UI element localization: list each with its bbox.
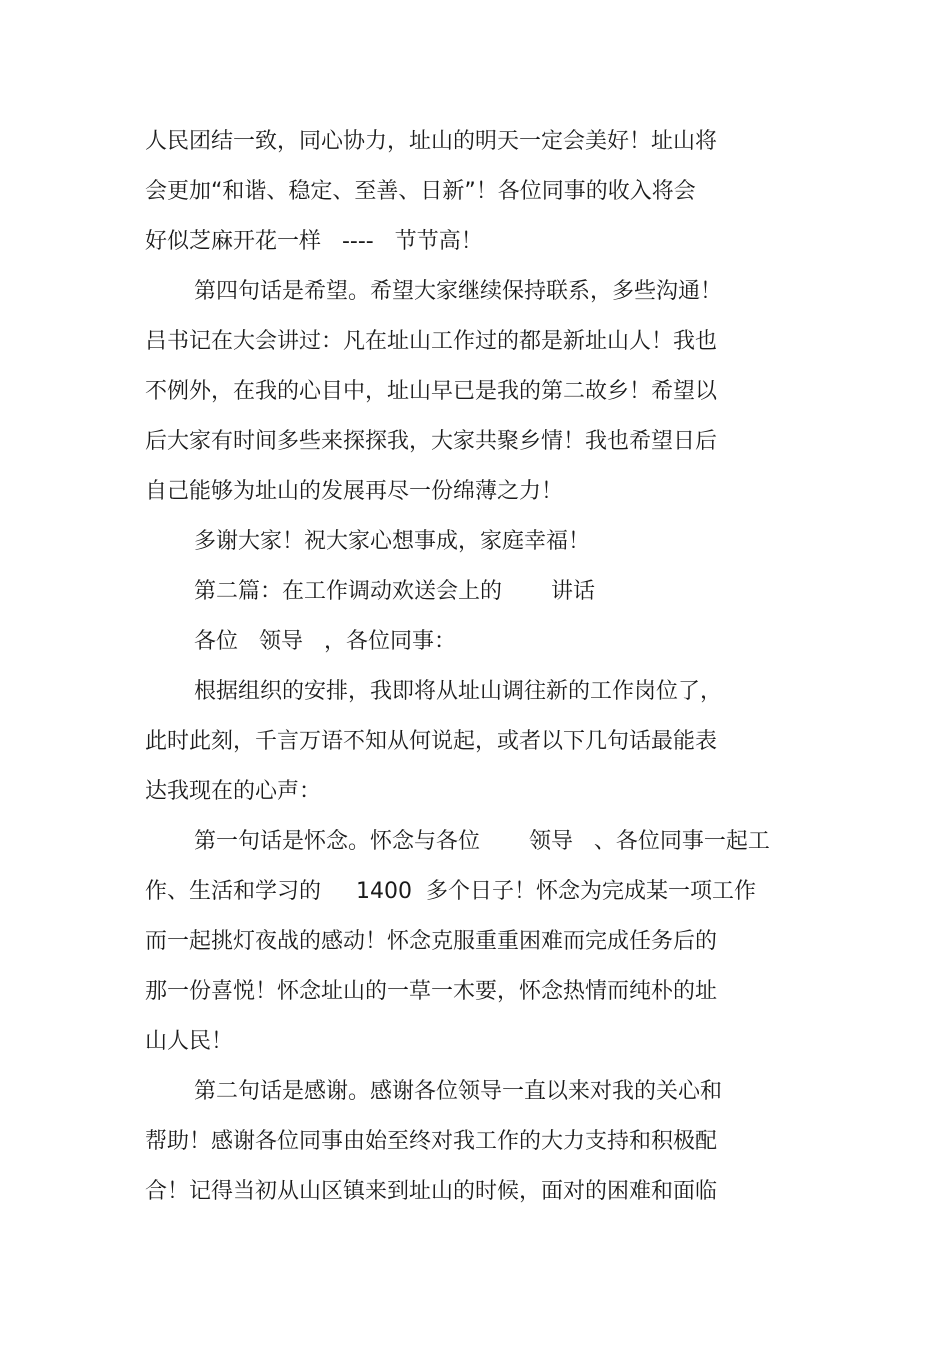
text-line: 那一份喜悦！怀念址山的一草一木要，怀念热情而纯朴的址 [145,979,718,1004]
text-line: 合！记得当初从山区镇来到址山的时候，面对的困难和面临 [145,1179,718,1204]
text-line: 会更加“和谐、稳定、至善、日新”！各位同事的收入将会 [145,179,696,204]
paragraph-start-line: 第二句话是感谢。感谢各位领导一直以来对我的关心和 [194,1079,723,1104]
text-line: 帮助！感谢各位同事由始至终对我工作的大力支持和积极配 [145,1129,718,1154]
text-line: 此时此刻，千言万语不知从何说起，或者以下几句话最能表 [145,729,718,754]
text-line: 后大家有时间多些来探探我，大家共聚乡情！我也希望日后 [145,429,718,454]
text-line: 自己能够为址山的发展再尽一份绵薄之力！ [145,479,564,504]
paragraph-start-line: 根据组织的安排，我即将从址山调往新的工作岗位了， [194,679,723,704]
text-line: 山人民！ [145,1029,234,1054]
text-line: 而一起挑灯夜战的感动！怀念克服重重困难而完成任务后的 [145,929,718,954]
text-line: 作、生活和学习的 1400 多个日子！怀念为完成某一项工作 [145,879,756,904]
paragraph-start-line: 第四句话是希望。希望大家继续保持联系，多些沟通！ [194,279,723,304]
text-line: 好似芝麻开花一样 ---- 节节高！ [145,229,483,254]
text-line: 不例外，在我的心目中，址山早已是我的第二故乡！希望以 [145,379,718,404]
text-line: 人民团结一致，同心协力，址山的明天一定会美好！址山将 [145,129,718,154]
paragraph-start-line: 多谢大家！祝大家心想事成，家庭幸福！ [194,529,591,554]
paragraph-start-line: 第一句话是怀念。怀念与各位 领导 、各位同事一起工 [194,829,770,854]
salutation-line: 各位 领导 ，各位同事： [194,629,456,654]
text-line: 吕书记在大会讲过：凡在址山工作过的都是新址山人！我也 [145,329,718,354]
section-heading: 第二篇：在工作调动欢送会上的 讲话 [194,579,595,604]
text-line: 达我现在的心声： [145,779,322,804]
